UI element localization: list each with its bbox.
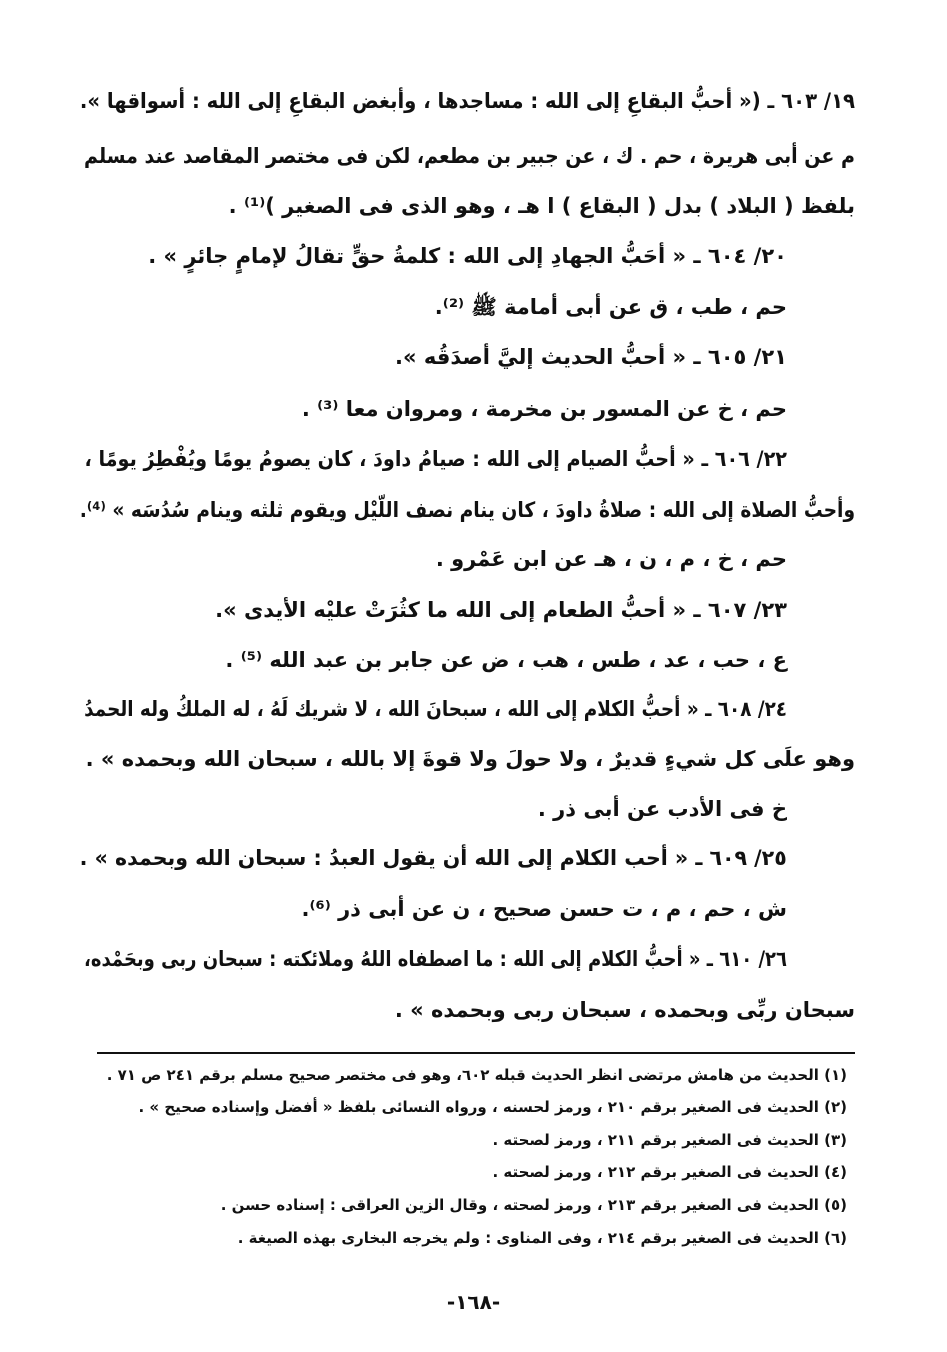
footnote-divider bbox=[97, 1052, 855, 1054]
hadith-23-source: ع ، حب ، عد ، طس ، هب ، ض عن جابر بن عبد الله ⁽⁵⁾ . bbox=[225, 648, 787, 672]
footnote-2: (٢) الحديث فى الصغير برقم ٢١٠ ، ورمز لحسنه ، ورواه النسائى بلفظ « أفضل وإسناده صحيح » . bbox=[138, 1098, 847, 1116]
hadith-25-text: ٢٥/ ٦٠٩ ـ « أحب الكلام إلى الله أن يقول العبدُ : سبحان الله وبحمده » . bbox=[79, 846, 787, 870]
hadith-25-source: ش ، حم ، م ، ت حسن صحيح ، ن عن أبى ذر ⁽⁶⁾. bbox=[301, 897, 787, 921]
hadith-24-text: ٢٤/ ٦٠٨ ـ « أحبُّ الكلام إلى الله ، سبحانَ الله ، لا شريك لَهُ ، له الملكُ وله الحمدُ bbox=[84, 697, 787, 721]
footnote-4: (٤) الحديث فى الصغير برقم ٢١٢ ، ورمز لصحته . bbox=[492, 1163, 847, 1181]
page-number: -١٦٨- bbox=[446, 1290, 501, 1314]
hadith-20-source: حم ، طب ، ق عن أبى أمامة ﷺ ⁽²⁾. bbox=[434, 295, 787, 319]
hadith-24-source: خ فى الأدب عن أبى ذر . bbox=[537, 797, 787, 821]
hadith-21-source: حم ، خ عن المسور بن مخرمة ، ومروان معا ⁽³⁾ . bbox=[301, 397, 787, 421]
hadith-26-text-cont: سبحان ربِّى وبحمده ، سبحان ربى وبحمده » . bbox=[394, 998, 855, 1022]
hadith-22-text-cont: وأحبُّ الصلاة إلى الله : صلاةُ داودَ ، كان ينام نصف اللّيْل ويقوم ثلثه وينام سُدُسَه » ⁽⁴⁾. bbox=[79, 498, 856, 522]
hadith-22-source: حم ، خ ، م ، ن ، هـ عن ابن عَمْرو . bbox=[435, 547, 787, 571]
footnote-5: (٥) الحديث فى الصغير برقم ٢١٣ ، ورمز لصحته ، وقال الزين العراقى : إسناده حسن . bbox=[220, 1196, 847, 1214]
hadith-23-text: ٢٣/ ٦٠٧ ـ « أحبُّ الطعام إلى الله ما كثُرَتْ عليْه الأيدى ». bbox=[215, 598, 787, 622]
footnote-1: (١) الحديث من هامش مرتضى انظر الحديث قبله ٦٠٢، وهو فى مختصر صحيح مسلم برقم ٢٤١ ص ٧١ . bbox=[106, 1066, 847, 1084]
hadith-19-source: م عن أبى هريرة ، حم . ك ، عن جبير بن مطعم، لكن فى مختصر المقاصد عند مسلم bbox=[84, 144, 855, 168]
hadith-22-text: ٢٢/ ٦٠٦ ـ « أحبُّ الصيام إلى الله : صيامُ داودَ ، كان يصومُ يومًا ويُفْطِرُ يومًا ، bbox=[84, 447, 787, 471]
hadith-20-text: ٢٠/ ٦٠٤ ـ « أحَبُّ الجهادِ إلى الله : كلمةُ حقٍّ تقالُ لإمامٍ جائرٍ » . bbox=[148, 244, 787, 268]
hadith-19-source-cont: بلفظ ( البلاد ) بدل ( البقاع ) ا هـ ، وهو الذى فى الصغير )⁽¹⁾ . bbox=[228, 194, 855, 218]
hadith-19-text: ١٩/ ٦٠٣ ـ (« أحبُّ البقاعِ إلى الله : مساجدها ، وأبغض البقاعِ إلى الله : أسواقها ». bbox=[79, 89, 855, 113]
hadith-26-text: ٢٦/ ٦١٠ ـ « أحبُّ الكلام إلى الله : ما اصطفاه اللهُ وملائكته : سبحان ربى وبحَمْده، bbox=[84, 947, 787, 971]
footnote-3: (٣) الحديث فى الصغير برقم ٢١١ ، ورمز لصحته . bbox=[492, 1131, 847, 1149]
hadith-21-text: ٢١/ ٦٠٥ ـ « أحبُّ الحديث إليَّ أصدَقُه ». bbox=[394, 345, 787, 369]
hadith-24-text-cont: وهو علَى كل شيءٍ قديرٌ ، ولا حولَ ولا قوةَ إلا بالله ، سبحان الله وبحمده » . bbox=[85, 747, 855, 771]
footnote-6: (٦) الحديث فى الصغير برقم ٢١٤ ، وفى المناوى : ولم يخرجه البخارى بهذه الصيغة . bbox=[237, 1229, 847, 1247]
